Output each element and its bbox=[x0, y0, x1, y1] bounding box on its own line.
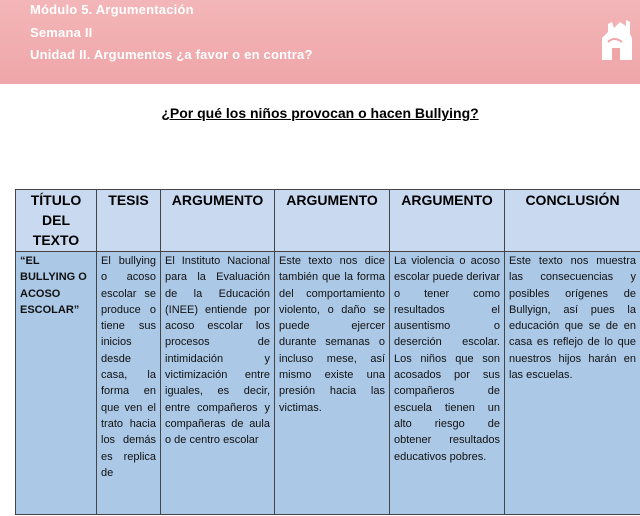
conclusion-cell: Este texto nos muestra las consecuencias y posibles orígenes de Bullyign, así pues la educación que se de en casa es reflejo de lo que nuestros hijos harán en las escuelas. bbox=[505, 252, 640, 515]
column-header: ARGUMENTO bbox=[390, 190, 505, 252]
argument-cell-3: La violencia o acoso escolar puede derivar o tener como resultados el ausentismo o deserción escolar. Los niños que son acosados por sus compañeros de escuela tienen un alto riesgo de obtener resultados educativos pobres. bbox=[390, 252, 505, 515]
argument-cell-2: Este texto nos dice también que la forma del comportamiento violento, o daño se puede ejercer durante semanas o incluso mese, así mismo existe una presión hacia las victimas. bbox=[275, 252, 390, 515]
school-logo-icon bbox=[596, 16, 636, 64]
column-header: ARGUMENTO bbox=[275, 190, 390, 252]
table-row bbox=[16, 252, 640, 515]
column-header: TESIS bbox=[97, 190, 161, 252]
table-header-row bbox=[16, 190, 640, 252]
unit-title: Unidad II. Argumentos ¿a favor o en contra? bbox=[30, 47, 313, 62]
week-label: Semana II bbox=[30, 25, 93, 40]
argument-cell-1: El Instituto Nacional para la Evaluación de la Educación (INEE) entiende por acoso escolar los procesos de intimidación y victimización entre iguales, es decir, entre compañeros y compañeras de aula o de centro escolar bbox=[161, 252, 275, 515]
column-header: ARGUMENTO bbox=[161, 190, 275, 252]
column-header: TÍTULO DEL TEXTO bbox=[16, 190, 97, 252]
module-title: Módulo 5. Argumentación bbox=[30, 2, 194, 17]
column-header: CONCLUSIÓN bbox=[505, 190, 640, 252]
argument-table bbox=[15, 189, 640, 515]
text-title-cell: “EL BULLYING O ACOSO ESCOLAR” bbox=[16, 252, 97, 515]
page-title: ¿Por qué los niños provocan o hacen Bullying? bbox=[161, 105, 479, 121]
header-banner bbox=[0, 0, 640, 84]
thesis-cell: El bullying o acoso escolar se produce o tiene sus inicios desde casa, la forma en que ven el trato hacia los demás es replica de bbox=[97, 252, 161, 515]
